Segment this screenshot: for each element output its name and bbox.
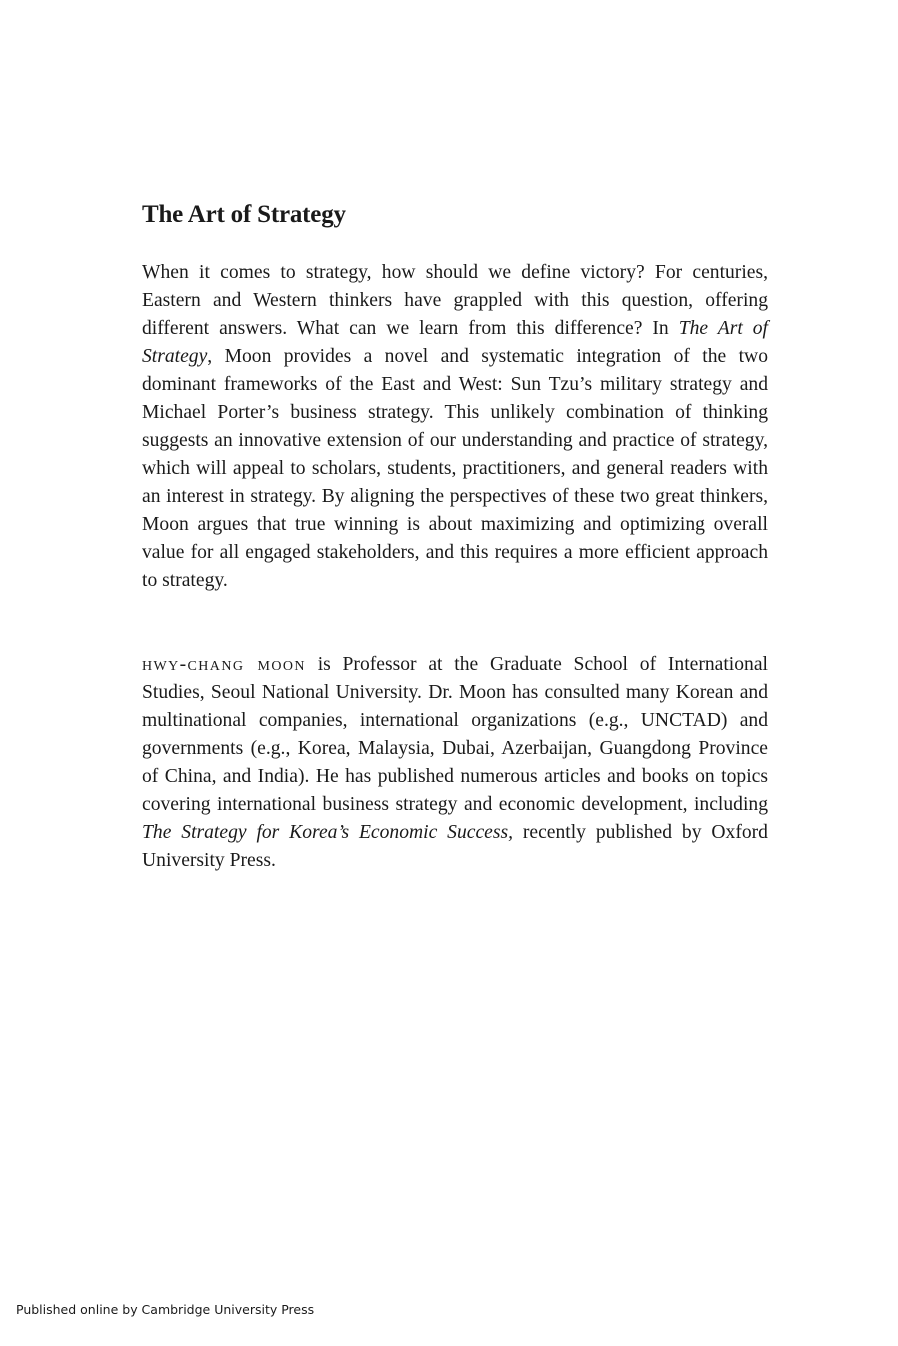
author-name: hwy-chang moon xyxy=(142,654,306,675)
bio-text-end: recently published by Oxford University Press. xyxy=(142,822,768,871)
summary-text-start: When it comes to strategy, how should we define victory? For centuries, Eastern and Western thinkers have grappled with this question, offering different answers. What can we learn from this difference? In xyxy=(142,262,768,339)
summary-text-end: , Moon provides a novel and systematic integration of the two dominant frameworks of the East and West: Sun Tzu’s military strategy and Michael Porter’s business strategy. This unlikely combination of thinking suggests an innovative extension of our understanding and practice of strategy, which will appeal to scholars, students, practitioners, and general readers with an interest in strategy. By aligning the perspectives of these two great thinkers, Moon argues that true winning is about maximizing and optimizing overall value for all engaged stakeholders, and this requires a more efficient approach to strategy. xyxy=(142,346,768,591)
summary-book-title: The Art of Strategy xyxy=(142,318,768,367)
page-title: The Art of Strategy xyxy=(142,201,346,228)
summary-paragraph xyxy=(142,259,768,595)
author-bio-paragraph xyxy=(142,651,768,875)
bio-text-start: is Professor at the Graduate School of International Studies, Seoul National University. Dr. Moon has consulted many Korean and multinational companies, international organizations (e.g., UNCTAD) and governments (e.g., Korea, Malaysia, Dubai, Azerbaijan, Guangdong Province of China, and India). He has published numerous articles and books on topics covering international business strategy and economic development, including xyxy=(142,654,768,815)
bio-book-title: The Strategy for Korea’s Economic Success, xyxy=(142,822,513,843)
footer-publisher-note: Published online by Cambridge University Press xyxy=(16,1302,315,1317)
